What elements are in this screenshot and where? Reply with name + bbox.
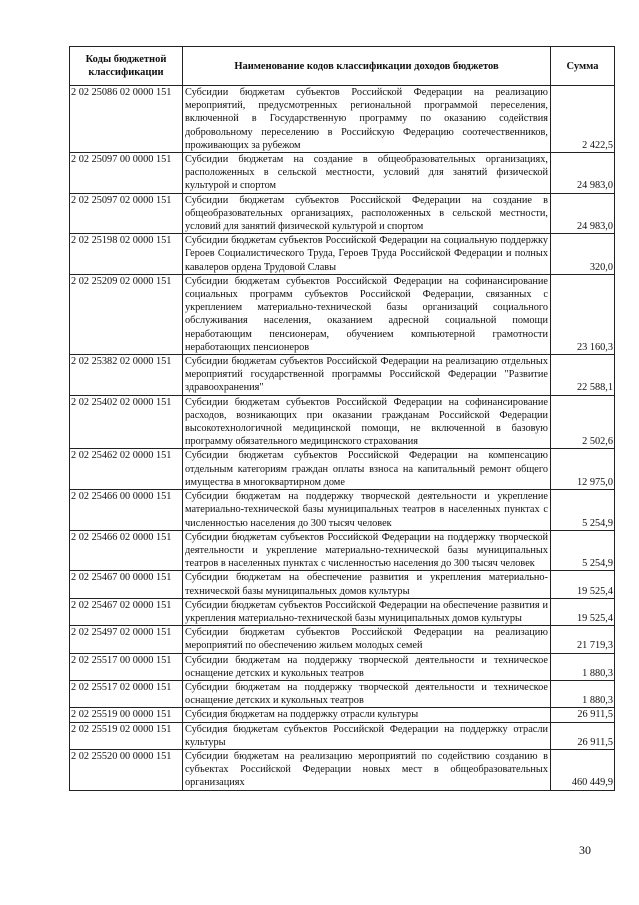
table-row (70, 234, 615, 275)
table-row (70, 680, 615, 707)
row-code: 2 02 25466 00 0000 151 (70, 490, 183, 531)
row-name: Субсидии бюджетам субъектов Российской Федерации на социальную поддержку Героев Социалистического Труда, Героев Труда Российской Федерации и полных кавалеров ордена Трудовой Славы (183, 234, 551, 275)
revenue-classification-table (69, 46, 615, 791)
table-row (70, 708, 615, 722)
header-code: Коды бюджетной классификации (70, 47, 183, 86)
table-body (70, 86, 615, 791)
table-row (70, 395, 615, 449)
row-amount: 12 975,0 (551, 449, 615, 490)
row-amount: 26 911,5 (551, 708, 615, 722)
row-code: 2 02 25517 00 0000 151 (70, 653, 183, 680)
row-code: 2 02 25517 02 0000 151 (70, 680, 183, 707)
table-row (70, 86, 615, 153)
row-name: Субсидии бюджетам на поддержку творческой деятельности и укрепление материально-технической базы муниципальных театров в населенных пунктах с численностью населения до 300 тысяч человек (183, 490, 551, 531)
page-number: 30 (579, 843, 591, 857)
row-amount: 2 502,6 (551, 395, 615, 449)
table-row (70, 571, 615, 598)
table-row (70, 490, 615, 531)
table-row (70, 193, 615, 234)
table-row (70, 749, 615, 790)
row-code: 2 02 25467 02 0000 151 (70, 598, 183, 625)
row-code: 2 02 25519 00 0000 151 (70, 708, 183, 722)
table-row (70, 449, 615, 490)
row-code: 2 02 25497 02 0000 151 (70, 626, 183, 653)
table-row (70, 626, 615, 653)
row-amount: 1 880,3 (551, 680, 615, 707)
row-code: 2 02 25462 02 0000 151 (70, 449, 183, 490)
row-name: Субсидии бюджетам субъектов Российской Федерации на софинансирование социальных программ субъектов Российской Федерации, связанных с укреплением материально-технической базы организаций социального обслуживания населения, оказанием адресной социальной помощи неработающим пенсионерам, обучением компьютерной грамотности неработающих пенсионеров (183, 274, 551, 354)
row-name: Субсидии бюджетам субъектов Российской Федерации на софинансирование расходов, возникающих при оказании гражданам Российской Федерации высокотехнологичной медицинской помощи, не включенной в базовую программу обязательного медицинского страхования (183, 395, 551, 449)
row-name: Субсидии бюджетам субъектов Российской Федерации на реализацию мероприятий по обеспечению жильем молодых семей (183, 626, 551, 653)
row-amount: 19 525,4 (551, 571, 615, 598)
row-name: Субсидии бюджетам субъектов Российской Федерации на реализацию отдельных мероприятий государственной программы Российской Федерации "Развитие здравоохранения" (183, 355, 551, 396)
row-code: 2 02 25402 02 0000 151 (70, 395, 183, 449)
row-code: 2 02 25097 02 0000 151 (70, 193, 183, 234)
row-name: Субсидии бюджетам субъектов Российской Федерации на обеспечение развития и укрепления материально-технической базы муниципальных домов культуры (183, 598, 551, 625)
row-name: Субсидии бюджетам на реализацию мероприятий по содействию созданию в субъектах Российской Федерации новых мест в общеобразовательных организациях (183, 749, 551, 790)
table-row (70, 722, 615, 749)
row-code: 2 02 25086 02 0000 151 (70, 86, 183, 153)
row-name: Субсидия бюджетам субъектов Российской Федерации на поддержку отрасли культуры (183, 722, 551, 749)
header-name: Наименование кодов классификации доходов бюджетов (183, 47, 551, 86)
row-name: Субсидии бюджетам на обеспечение развития и укрепления материально-технической базы муниципальных домов культуры (183, 571, 551, 598)
table-row (70, 530, 615, 571)
row-code: 2 02 25467 00 0000 151 (70, 571, 183, 598)
row-name: Субсидии бюджетам на поддержку творческой деятельности и техническое оснащение детских и кукольных театров (183, 653, 551, 680)
row-amount: 26 911,5 (551, 722, 615, 749)
row-amount: 19 525,4 (551, 598, 615, 625)
table-row (70, 153, 615, 194)
table-row (70, 598, 615, 625)
row-code: 2 02 25198 02 0000 151 (70, 234, 183, 275)
row-code: 2 02 25466 02 0000 151 (70, 530, 183, 571)
row-amount: 22 588,1 (551, 355, 615, 396)
row-amount: 21 719,3 (551, 626, 615, 653)
row-code: 2 02 25519 02 0000 151 (70, 722, 183, 749)
row-code: 2 02 25520 00 0000 151 (70, 749, 183, 790)
row-amount: 5 254,9 (551, 530, 615, 571)
row-name: Субсидии бюджетам субъектов Российской Федерации на поддержку творческой деятельности и укрепление материально-технической базы муниципальных театров в населенных пунктах с численностью населения до 300 тысяч человек (183, 530, 551, 571)
table-row (70, 653, 615, 680)
row-name: Субсидии бюджетам на поддержку творческой деятельности и техническое оснащение детских и кукольных театров (183, 680, 551, 707)
table-header-row (70, 47, 615, 86)
row-name: Субсидия бюджетам на поддержку отрасли культуры (183, 708, 551, 722)
table-row (70, 274, 615, 354)
row-amount: 5 254,9 (551, 490, 615, 531)
row-name: Субсидии бюджетам на создание в общеобразовательных организациях, расположенных в сельской местности, условий для занятий физической культурой и спортом (183, 153, 551, 194)
header-sum: Сумма (551, 47, 615, 86)
row-name: Субсидии бюджетам субъектов Российской Федерации на компенсацию отдельным категориям граждан оплаты взноса на капитальный ремонт общего имущества в многоквартирном доме (183, 449, 551, 490)
table-row (70, 355, 615, 396)
row-amount: 320,0 (551, 234, 615, 275)
row-amount: 24 983,0 (551, 193, 615, 234)
row-code: 2 02 25382 02 0000 151 (70, 355, 183, 396)
row-amount: 460 449,9 (551, 749, 615, 790)
row-amount: 24 983,0 (551, 153, 615, 194)
row-amount: 1 880,3 (551, 653, 615, 680)
row-code: 2 02 25097 00 0000 151 (70, 153, 183, 194)
row-amount: 23 160,3 (551, 274, 615, 354)
row-name: Субсидии бюджетам субъектов Российской Федерации на реализацию мероприятий, предусмотренных региональной программой переселения, включенной в Государственную программу по оказанию содействия добровольному переселению в Российскую Федерацию соотечественников, проживающих за рубежом (183, 86, 551, 153)
row-amount: 2 422,5 (551, 86, 615, 153)
row-code: 2 02 25209 02 0000 151 (70, 274, 183, 354)
row-name: Субсидии бюджетам субъектов Российской Федерации на создание в общеобразовательных организациях, расположенных в сельской местности, условий для занятий физической культурой и спортом (183, 193, 551, 234)
